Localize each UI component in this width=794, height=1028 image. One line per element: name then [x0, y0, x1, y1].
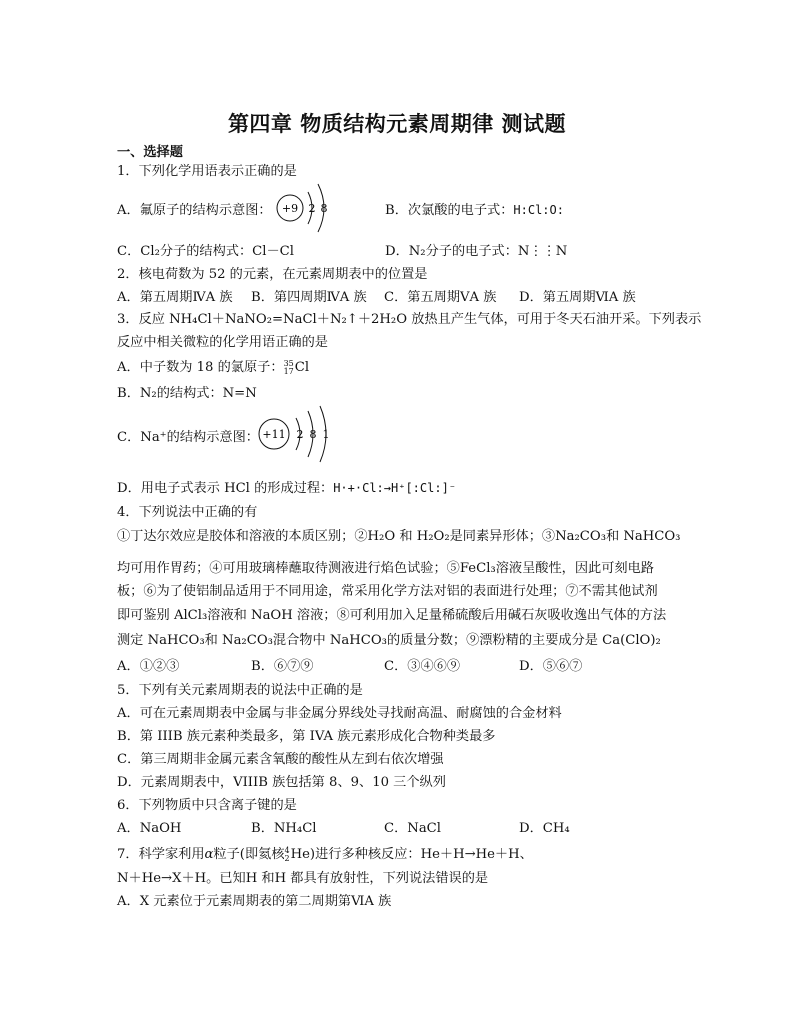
q7-stem-part2: 粒子(即氦核: [213, 847, 285, 862]
q3-c-shell-1: 2: [296, 428, 304, 441]
q1-a-shell-1: 2: [308, 202, 316, 215]
q1-option-c: C．Cl₂分子的结构式：Cl－Cl: [117, 244, 294, 259]
q6-stem: 6．下列物质中只含离子键的是: [117, 798, 297, 813]
q6-option-c: C．NaCl: [384, 821, 441, 836]
q3-option-d-label: D．用电子式表示 HCl 的形成过程：: [117, 481, 334, 496]
q1-stem: 1．下列化学用语表示正确的是: [117, 164, 297, 179]
q3-d-formula: H·+·Cl:→H⁺[:Cl:]⁻: [333, 481, 457, 495]
q2-option-a: A．第五周期ⅣA 族: [117, 290, 233, 305]
q1-a-nucleus: +9: [281, 202, 299, 215]
q7-equation-1: He＋H→He＋H、: [420, 847, 533, 862]
q7-stem-line1: 7．科学家利用α粒子(即氦核 4 2 He)进行多种核反应：He＋H→He＋H、: [117, 845, 533, 863]
q4-stem: 4．下列说法中正确的有: [117, 505, 258, 520]
q7-stem-part3: )进行多种核反应：: [309, 847, 421, 862]
q2-option-d: D．第五周期ⅥA 族: [519, 290, 636, 305]
q3-a-symbol: Cl: [294, 360, 310, 375]
fluorine-structure-diagram: [272, 180, 342, 236]
q3-option-a-label: A．中子数为 18 的氯原子：: [117, 360, 284, 375]
q4-option-b: B．⑥⑦⑨: [251, 659, 314, 674]
q3-c-shell-2: 8: [309, 428, 317, 441]
q4-statement-line3: 板；⑥为了使铝制品适用于不同用途，常采用化学方法对铝的表面进行处理；⑦不需其他试剂: [117, 584, 658, 599]
section-heading: 一、选择题: [117, 145, 183, 160]
q3-option-c-label: C．Na⁺的结构示意图：: [117, 430, 259, 445]
q1-option-d: D．N₂分子的电子式：N⋮⋮N: [385, 244, 568, 259]
q5-option-a: A．可在元素周期表中金属与非金属分界线处寻找耐高温、耐腐蚀的合金材料: [117, 706, 562, 721]
q4-option-c: C．③④⑥⑨: [384, 659, 461, 674]
q3-a-mass-number: 35: [283, 358, 294, 368]
alpha-symbol: α: [204, 847, 214, 862]
q2-stem: 2．核电荷数为 52 的元素，在元素周期表中的位置是: [117, 267, 428, 282]
q2-option-c: C．第五周期ⅤA 族: [384, 290, 497, 305]
q1-option-b: [385, 199, 564, 218]
q3-stem-line2: 反应中相关微粒的化学用语正确的是: [117, 335, 328, 350]
q5-option-b: B．第 IIIB 族元素种类最多，第 IVA 族元素形成化合物种类最多: [117, 729, 496, 744]
q4-statement-line1: ①丁达尔效应是胶体和溶液的本质区别；②H₂O 和 H₂O₂是同素异形体；③Na₂CO₃和 NaHCO₃: [117, 529, 681, 544]
q3-a-nuclide-numbers: [284, 360, 294, 376]
q7-stem-part1: 7．科学家利用: [117, 847, 205, 862]
sodium-ion-structure-diagram: [254, 404, 344, 466]
q1-b-formula: H:Cl:O:: [513, 203, 564, 217]
q4-statement-line5: 测定 NaHCO₃和 Na₂CO₃混合物中 NaHCO₃的质量分数；⑨漂粉精的主要成分是 Ca(ClO)₂: [117, 633, 661, 648]
q3-c-nucleus: +11: [262, 428, 286, 441]
page-title: 第四章 物质结构元素周期律 测试题: [227, 111, 567, 136]
q3-c-shell-3: 1: [322, 428, 330, 441]
q7-he-nuclide: 4 2: [284, 845, 290, 863]
q3-option-d: [117, 477, 456, 496]
q3-option-a: [117, 356, 309, 376]
q3-a-atomic-number: 17: [283, 366, 294, 376]
q2-option-b: B．第四周期ⅣA 族: [251, 290, 367, 305]
q4-statement-line4: 即可鉴别 AlCl₃溶液和 NaOH 溶液；⑧可利用加入足量稀硫酸后用碱石灰吸收逸出气体的方法: [117, 608, 667, 623]
q6-option-a: A．NaOH: [117, 821, 182, 836]
q3-option-b: B．N₂的结构式：N=N: [117, 386, 257, 401]
q5-option-d: D．元素周期表中，VIIIB 族包括第 8、9、10 三个纵列: [117, 775, 446, 790]
q7-stem-line2: N＋He→X＋H。已知H 和H 都具有放射性，下列说法错误的是: [117, 871, 489, 886]
q4-option-d: D．⑤⑥⑦: [519, 659, 583, 674]
q1-option-a: [117, 199, 272, 218]
q5-option-c: C．第三周期非金属元素含氧酸的酸性从左到右依次增强: [117, 752, 444, 767]
q4-option-a: A．①②③: [117, 659, 180, 674]
q3-option-c: [117, 426, 259, 445]
q7-option-a: A．X 元素位于元素周期表的第二周期第ⅥA 族: [117, 894, 392, 909]
q1-option-b-label: B．次氯酸的电子式：: [385, 203, 514, 218]
q6-option-d: D．CH₄: [519, 821, 570, 836]
q1-option-a-label: A．氟原子的结构示意图：: [117, 203, 272, 218]
q1-a-shell-2: 8: [320, 202, 328, 215]
q3-stem-line1: 3．反应 NH₄Cl＋NaNO₂=NaCl＋N₂↑＋2H₂O 放热且产生气体，可用于冬天石油开采。下列表示: [117, 312, 702, 327]
q5-stem: 5．下列有关元素周期表的说法中正确的是: [117, 683, 363, 698]
q4-statement-line2: 均可用作胃药；④可用玻璃棒蘸取待测液进行焰色试验；⑤FeCl₃溶液呈酸性，因此可刻电路: [117, 561, 654, 576]
q6-option-b: B．NH₄Cl: [251, 821, 317, 836]
